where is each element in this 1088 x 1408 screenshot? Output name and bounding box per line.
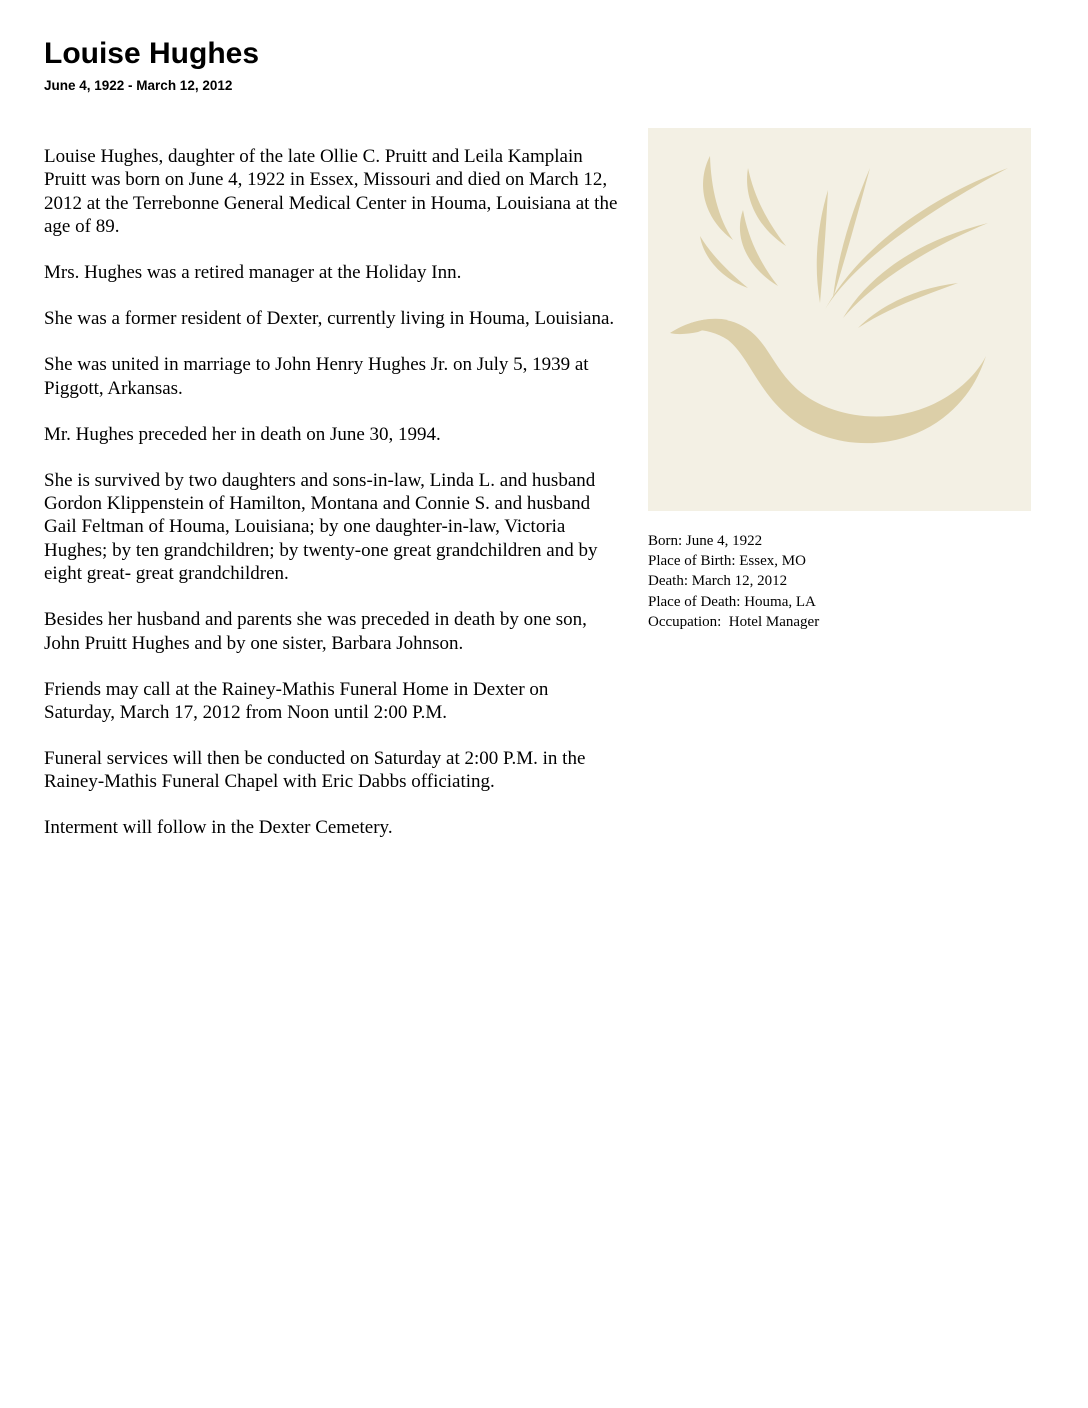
born-fact: Born: June 4, 1922 (648, 533, 763, 549)
obituary-paragraph: Interment will follow in the Dexter Cemetery. (44, 817, 393, 839)
life-dates: June 4, 1922 - March 12, 2012 (44, 78, 233, 93)
memorial-image (648, 128, 1031, 511)
obituary-paragraph: Louise Hughes, daughter of the late Ollie C. Pruitt and Leila Kamplain Pruitt was born on June 4, 1922 in Essex, Missouri and died on March 12, 2012 at the Terrebonne General Medical Center in Houma, Louisiana at the age of 89. (44, 146, 618, 238)
death-fact: Death: March 12, 2012 (648, 573, 788, 590)
obituary-paragraph: Mrs. Hughes was a retired manager at the Holiday Inn. (44, 262, 462, 284)
obituary-header (44, 36, 644, 95)
place-of-death-fact: Place of Death: Houma, LA (648, 593, 816, 610)
obituary-paragraph: Friends may call at the Rainey-Mathis Funeral Home in Dexter on Saturday, March 17, 2012 from Noon until 2:00 P.M. (44, 678, 549, 724)
page-title: Louise Hughes (44, 37, 260, 70)
dove-icon (648, 128, 1031, 511)
occupation-fact: Occupation: Hotel Manager (648, 613, 820, 630)
obituary-paragraph: Funeral services will then be conducted on Saturday at 2:00 P.M. in the Rainey-Mathis Funeral Chapel with Eric Dabbs officiating. (44, 748, 586, 793)
obituary-paragraph: Besides her husband and parents she was preceded in death by one son, John Pruitt Hughes and by one sister, Barbara Johnson. (44, 609, 587, 654)
place-of-birth-fact: Place of Birth: Essex, MO (648, 553, 806, 570)
obituary-paragraph: She was united in marriage to John Henry Hughes Jr. on July 5, 1939 at Piggott, Arkansas. (44, 354, 589, 399)
vital-facts (648, 531, 1048, 632)
obituary-paragraph: She was a former resident of Dexter, currently living in Houma, Louisiana. (44, 308, 615, 330)
obituary-text (44, 145, 619, 862)
obituary-paragraph: She is survived by two daughters and sons-in-law, Linda L. and husband Gordon Klippenstein of Hamilton, Montana and Connie S. and husband Gail Feltman of Houma, Louisiana; by one daughter-in-law, Victoria Hughes; by ten grandchildren; by twenty-one great grandchildren and by eight great- great grandchildren. (44, 469, 598, 585)
obituary-paragraph: Mr. Hughes preceded her in death on June 30, 1994. (44, 423, 441, 445)
